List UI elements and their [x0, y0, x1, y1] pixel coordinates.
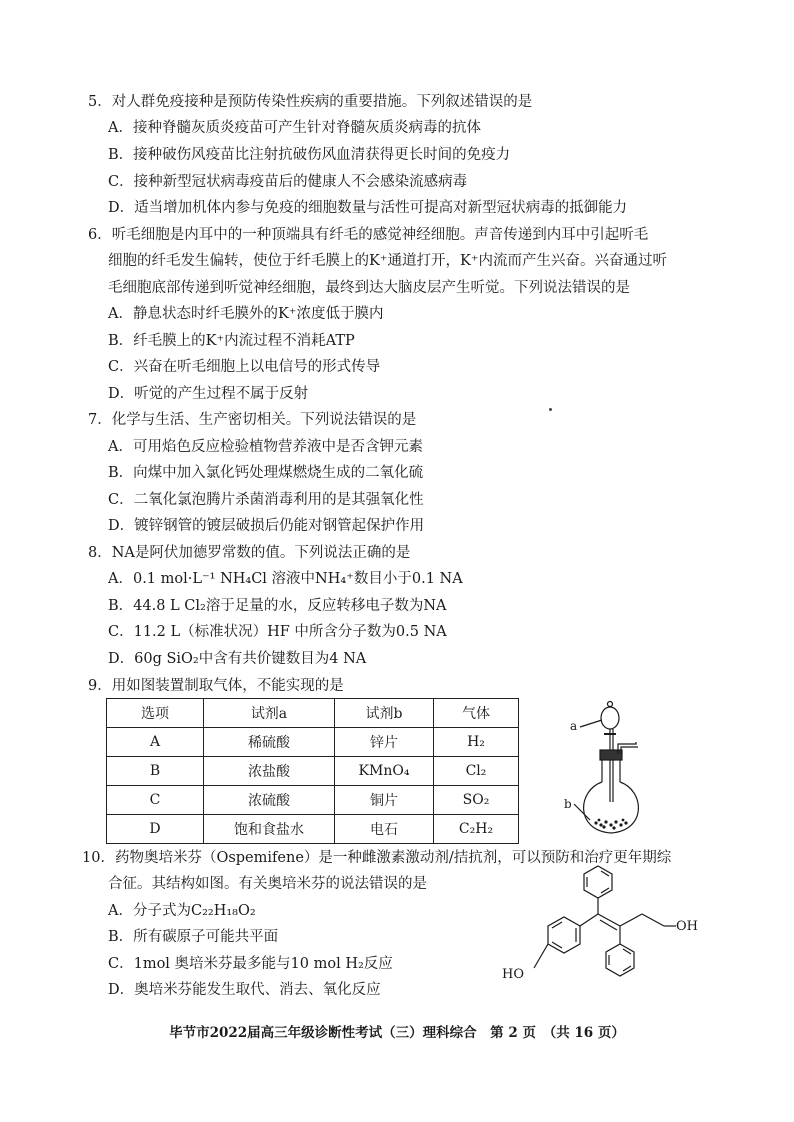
question-8-option-a: A．0.1 mol·L⁻¹ NH₄Cl 溶液中NH₄⁺数目小于0.1 NA — [108, 571, 463, 587]
question-6-option-d: D．听觉的产生过程不属于反射 — [108, 386, 309, 402]
table-cell: C — [107, 786, 204, 815]
page-footer: 毕节市2022届高三年级诊断性考试（三）理科综合 第 2 页 （共 16 页） — [169, 1025, 625, 1041]
hydroxyl-label-left: HO — [502, 967, 524, 982]
table-row — [107, 728, 519, 757]
table-cell: H₂ — [434, 728, 519, 757]
question-5-option-b: B．接种破伤风疫苗比注射抗破伤风血清获得更长时间的免疫力 — [108, 147, 511, 163]
table-header-cell: 试剂b — [335, 699, 434, 728]
funnel-bulb — [601, 707, 619, 729]
table-row — [107, 786, 519, 815]
question-10-option-d: D．奥培米芬能发生取代、消去、氧化反应 — [108, 982, 381, 998]
table-cell: Cl₂ — [434, 757, 519, 786]
question-7-option-a: A．可用焰色反应检验植物营养液中是否含钾元素 — [108, 439, 423, 455]
question-6-option-c: C．兴奋在听毛细胞上以电信号的形式传导 — [108, 359, 381, 375]
table-cell: 稀硫酸 — [204, 728, 335, 757]
table-row — [107, 815, 519, 844]
question-6-stem-line1: 6．听毛细胞是内耳中的一种顶端具有纤毛的感觉神经细胞。声音传递到内耳中引起听毛 — [88, 227, 649, 243]
table-cell: D — [107, 815, 204, 844]
question-5-stem: 5．对人群免疫接种是预防传染性疾病的重要措施。下列叙述错误的是 — [88, 94, 533, 110]
table-row — [107, 757, 519, 786]
question-8-stem: 8．NA是阿伏加德罗常数的值。下列说法正确的是 — [88, 545, 411, 561]
ospemifene-structure — [498, 858, 708, 1008]
table-cell: A — [107, 728, 204, 757]
table-cell: 铜片 — [335, 786, 434, 815]
table-cell: 浓硫酸 — [204, 786, 335, 815]
table-header-row — [107, 699, 519, 728]
question-10-option-a: A．分子式为C₂₂H₁₈O₂ — [108, 903, 256, 919]
reagent-table — [106, 698, 519, 844]
question-5-option-c: C．接种新型冠状病毒疫苗后的健康人不会感染流感病毒 — [108, 174, 468, 190]
question-7-stem: 7．化学与生活、生产密切相关。下列说法错误的是 — [88, 412, 417, 428]
question-6-option-a: A．静息状态时纤毛膜外的K⁺浓度低于膜内 — [108, 306, 384, 322]
question-10-stem-line1: 10．药物奥培米芬（Ospemifene）是一种雌激素激动剂/拮抗剂，可以预防和治疗更年期综 — [82, 850, 672, 866]
question-6-stem-line3: 毛细胞底部传递到听觉神经细胞，最终到达大脑皮层产生听觉。下列说法错误的是 — [108, 280, 630, 296]
reagent-a-label: a — [570, 719, 578, 733]
gas-apparatus-diagram — [560, 684, 670, 844]
question-10-option-b: B．所有碳原子可能共平面 — [108, 929, 279, 945]
table-cell: 浓盐酸 — [204, 757, 335, 786]
question-9-stem: 9．用如图装置制取气体，不能实现的是 — [88, 678, 344, 694]
table-cell: 电石 — [335, 815, 434, 844]
table-cell: SO₂ — [434, 786, 519, 815]
question-6-option-b: B．纤毛膜上的K⁺内流过程不消耗ATP — [108, 333, 355, 349]
reagent-b-label: b — [564, 797, 572, 811]
speck — [549, 408, 552, 411]
table-header-cell: 试剂a — [204, 699, 335, 728]
question-8-option-b: B．44.8 L Cl₂溶于足量的水，反应转移电子数为NA — [108, 598, 447, 614]
table-cell: 饱和食盐水 — [204, 815, 335, 844]
table-cell: B — [107, 757, 204, 786]
question-5-option-a: A．接种脊髓灰质炎疫苗可产生针对脊髓灰质炎病毒的抗体 — [108, 120, 481, 136]
question-10-stem-line2: 合征。其结构如图。有关奥培米芬的说法错误的是 — [108, 876, 427, 892]
question-7-option-b: B．向煤中加入氯化钙处理煤燃烧生成的二氧化硫 — [108, 465, 424, 481]
question-7-option-d: D．镀锌钢管的镀层破损后仍能对钢管起保护作用 — [108, 518, 425, 534]
table-cell: KMnO₄ — [335, 757, 434, 786]
table-cell: 锌片 — [335, 728, 434, 757]
table-header-cell: 气体 — [434, 699, 519, 728]
question-8-option-d: D．60g SiO₂中含有共价键数目为4 NA — [108, 651, 367, 667]
question-7-option-c: C．二氧化氯泡腾片杀菌消毒利用的是其强氧化性 — [108, 492, 424, 508]
table-cell: C₂H₂ — [434, 815, 519, 844]
question-8-option-c: C．11.2 L（标准状况）HF 中所含分子数为0.5 NA — [108, 624, 447, 640]
question-6-stem-line2: 细胞的纤毛发生偏转，使位于纤毛膜上的K⁺通道打开，K⁺内流而产生兴奋。兴奋通过听 — [108, 253, 667, 269]
question-5-option-d: D．适当增加机体内参与免疫的细胞数量与活性可提高对新型冠状病毒的抵御能力 — [108, 200, 628, 216]
hydroxyl-label-right: OH — [676, 919, 698, 934]
question-10-option-c: C．1mol 奥培米芬最多能与10 mol H₂反应 — [108, 956, 393, 972]
table-header-cell: 选项 — [107, 699, 204, 728]
